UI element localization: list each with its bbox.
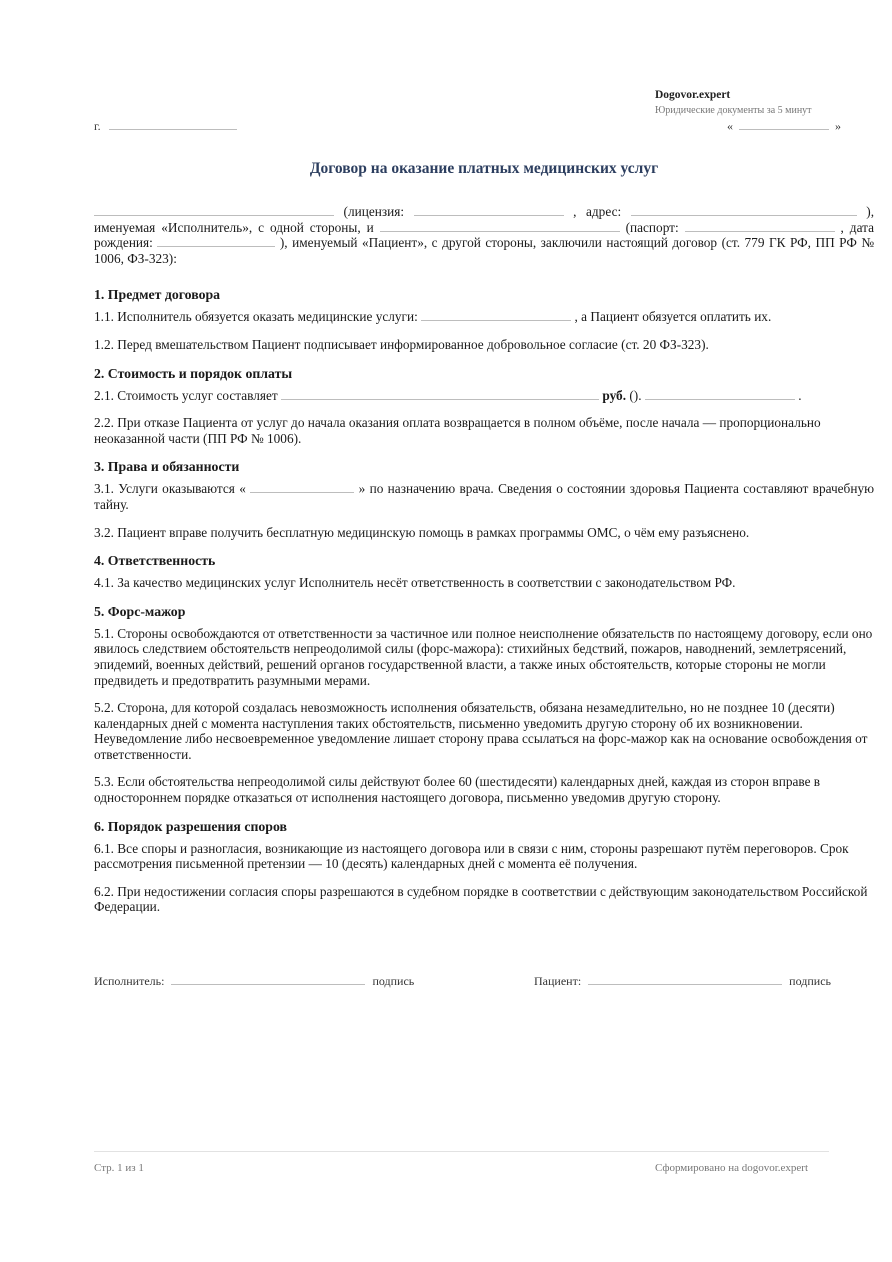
intro-close-paren-2: ), xyxy=(279,235,288,251)
executor-signature xyxy=(94,973,414,989)
clause-5-3: 5.3. Если обстоятельства непреодолимой силы действуют более 60 (шестидесяти) календарных дней, каждая из сторон вправе в одностороннем порядке отказаться от исполнения настоящего договора, письменно уведомив другую сторону. xyxy=(94,774,821,806)
patient-signature xyxy=(534,973,831,989)
clause-3-1-text-b: » по назначению врача. Сведения о состоянии здоровья Пациента составляют врачебную тайну. xyxy=(94,481,875,512)
document-body xyxy=(94,204,874,927)
executor-signature-label: Исполнитель: xyxy=(94,974,165,988)
section-3-title: 3. Права и обязанности xyxy=(94,459,240,475)
intro-close-paren: ), xyxy=(866,204,875,219)
patient-name-field[interactable] xyxy=(380,221,620,232)
clause-2-1 xyxy=(94,388,874,404)
footer-generated: Сформировано на dogovor.expert xyxy=(655,1162,809,1174)
clause-1-2: 1.2. Перед вмешательством Пациент подписывает информированное добровольное согласие (ст. 20 ФЗ-323). xyxy=(94,336,709,352)
address-field[interactable] xyxy=(631,205,857,216)
executor-name-field[interactable] xyxy=(94,205,334,216)
section-5-title: 5. Форс-мажор xyxy=(94,603,186,619)
executor-signature-field[interactable] xyxy=(171,973,365,985)
birthdate-field[interactable] xyxy=(157,236,275,247)
city-line xyxy=(94,118,237,134)
clause-5-2: 5.2. Сторона, для которой создалась невозможность исполнения обязательств, обязана незамедлительно, но не позднее 10 (десяти) календарных дней с момента наступления таких обстоятельств, письменно уведомить другую сторону об их возникновении. Неуведомление либо несвоевременное уведомление лишает сторону права ссылаться на форс-мажор как на основание освобождения от ответственности. xyxy=(94,700,868,762)
date-line xyxy=(727,118,841,134)
clause-2-2: 2.2. При отказе Пациента от услуг до начала оказания оплата возвращается в полном объёме, после начала — пропорционально неоказанной части (ПП РФ № 1006). xyxy=(94,415,821,446)
cost-extra-field[interactable] xyxy=(645,388,795,400)
cost-words-paren: (). xyxy=(629,387,642,403)
brand-name: Dogovor.expert xyxy=(655,89,731,101)
document-page xyxy=(94,0,874,1262)
date-quote-open: « xyxy=(727,119,733,133)
footer-divider xyxy=(94,1151,829,1152)
clause-3-2: 3.2. Пациент вправе получить бесплатную медицинскую помощь в рамках программы ОМС, о чём ему разъяснено. xyxy=(94,524,750,540)
cost-amount-field[interactable] xyxy=(281,388,599,400)
service-place-field[interactable] xyxy=(250,481,354,493)
clause-2-1-text-a: 2.1. Стоимость услуг составляет xyxy=(94,387,278,403)
clause-1-1-text-b: , а Пациент обязуется оплатить их. xyxy=(574,309,772,325)
clause-1-1 xyxy=(94,309,874,325)
clause-3-1-text-a: 3.1. Услуги оказываются « xyxy=(94,481,246,497)
section-2-title: 2. Стоимость и порядок оплаты xyxy=(94,365,293,381)
footer-page-number: Стр. 1 из 1 xyxy=(94,1162,144,1174)
clause-5-1: 5.1. Стороны освобождаются от ответственности за частичное или полное неисполнение обязательств по настоящему договору, если оно явилось следствием обстоятельств непреодолимой силы (форс-мажора): стихийных бедствий, пожаров, наводнений, землетрясений, эпидемий, военных действий, решений органов государственной власти, а также иных обстоятельств, которые стороны не могли предвидеть и предотвратить разумными мерами. xyxy=(94,625,873,688)
patient-signature-field[interactable] xyxy=(588,973,782,985)
date-field[interactable] xyxy=(739,118,829,130)
intro-tail: именуемый «Пациент», с другой стороны, заключили настоящий договор (ст. 779 ГК РФ, ПП РФ № 1006, ФЗ-323): xyxy=(94,235,875,266)
executor-sign-word: подпись xyxy=(372,974,415,988)
intro-named-executor: именуемая «Исполнитель», с одной стороны, и xyxy=(94,219,374,235)
intro-passport-label: (паспорт: xyxy=(625,219,679,235)
brand-block xyxy=(655,88,812,118)
intro-license-label: (лицензия: xyxy=(343,204,405,219)
intro-address-label: адрес: xyxy=(586,204,622,219)
currency-label: руб. xyxy=(602,387,627,403)
city-prefix: г. xyxy=(94,119,101,133)
patient-sign-word: подпись xyxy=(789,974,831,988)
intro-paragraph xyxy=(94,204,874,266)
date-quote-close: » xyxy=(835,119,841,133)
clause-6-1: 6.1. Все споры и разногласия, возникающие из настоящего договора или в связи с ним, стороны разрешают путём переговоров. Срок рассмотрения письменной претензии — 10 (десять) календарных дней с момента её получения. xyxy=(94,840,849,872)
passport-field[interactable] xyxy=(685,221,835,232)
section-6-title: 6. Порядок разрешения споров xyxy=(94,818,287,834)
intro-birth-label: , дата рождения: xyxy=(94,219,874,251)
document-title: Договор на оказание платных медицинских услуг xyxy=(309,160,659,177)
clause-6-2: 6.2. При недостижении согласия споры разрешаются в судебном порядке в соответствии с действующим законодательством Российской Федерации. xyxy=(94,883,868,915)
intro-comma: , xyxy=(573,204,577,219)
city-field[interactable] xyxy=(109,118,237,130)
license-field[interactable] xyxy=(414,205,564,216)
services-field[interactable] xyxy=(421,309,571,321)
clause-2-1-end: . xyxy=(798,387,802,403)
section-4-title: 4. Ответственность xyxy=(94,553,216,569)
clause-1-1-text-a: 1.1. Исполнитель обязуется оказать медицинские услуги: xyxy=(94,309,418,325)
patient-signature-label: Пациент: xyxy=(534,974,582,988)
clause-4-1: 4.1. За качество медицинских услуг Исполнитель несёт ответственность в соответствии с законодательством РФ. xyxy=(94,575,736,591)
brand-tagline: Юридические документы за 5 минут xyxy=(655,105,812,116)
section-1-title: 1. Предмет договора xyxy=(94,287,221,303)
clause-3-1 xyxy=(94,481,874,512)
